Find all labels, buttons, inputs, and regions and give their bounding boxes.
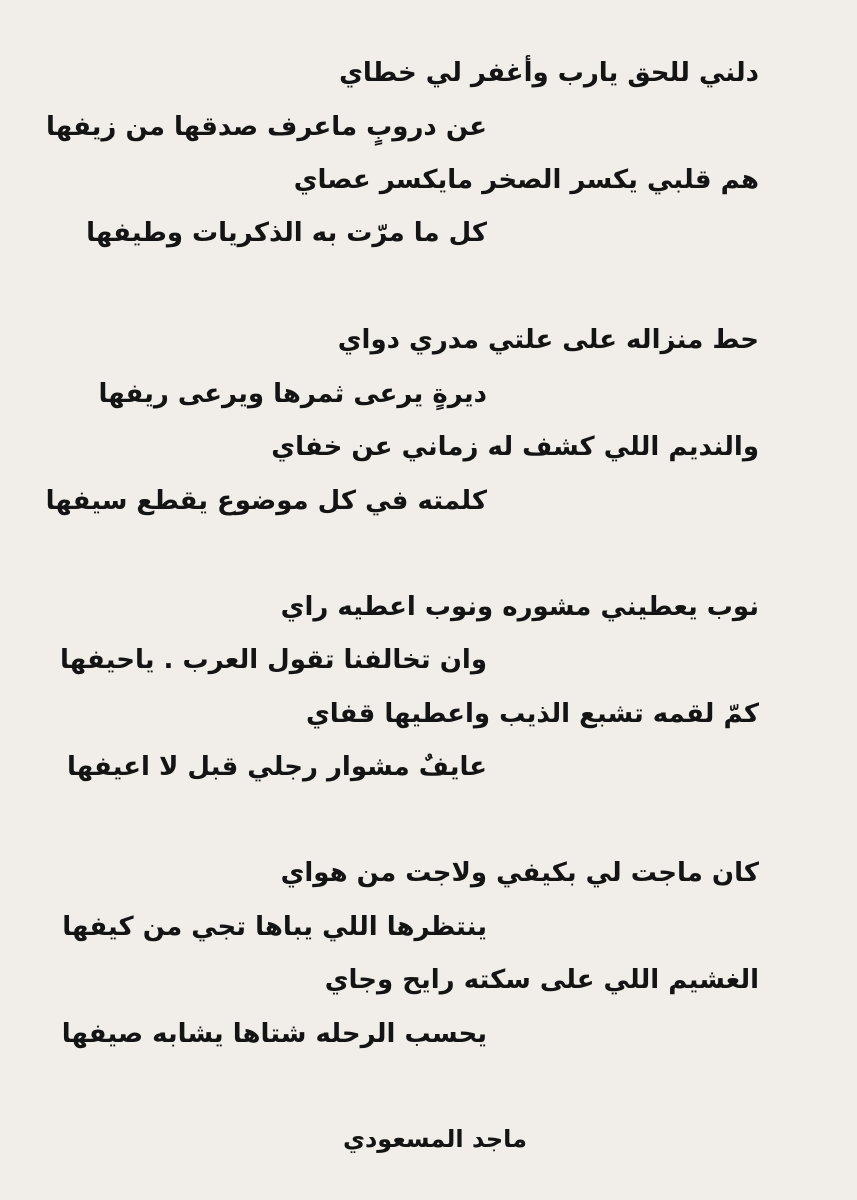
- stanza-1-line-1: دلني للحق يارب وأغفر لي خطاي: [339, 58, 759, 88]
- poem-author: ماجد المسعودي: [342, 1125, 527, 1153]
- stanza-4-line-3: الغشيم اللي على سكته رايح وجاي: [324, 965, 759, 995]
- stanza-4-line-1: كان ماجت لي بكيفي ولاجت من هواي: [280, 858, 759, 888]
- stanza-2-line-4: كلمته في كل موضوع يقطع سيفها: [45, 486, 487, 516]
- stanza-1-line-2: عن دروبٍ ماعرف صدقها من زيفها: [46, 112, 487, 142]
- stanza-3-line-2: وان تخالفنا تقول العرب . ياحيفها: [59, 645, 487, 675]
- stanza-3-line-3: كمّ لقمه تشبع الذيب واعطيها قفاي: [305, 699, 759, 729]
- stanza-1-line-3: هم قلبي يكسر الصخر مايكسر عصاي: [293, 165, 759, 195]
- stanza-3-line-1: نوب يعطيني مشوره ونوب اعطيه راي: [280, 592, 759, 622]
- stanza-2-line-2: ديرةٍ يرعى ثمرها ويرعى ريفها: [98, 379, 487, 409]
- stanza-2-line-1: حط منزاله على علتي مدري دواي: [337, 325, 759, 355]
- stanza-2-line-3: والنديم اللي كشف له زماني عن خفاي: [271, 432, 759, 462]
- stanza-3-line-4: عايفٌ مشوار رجلي قبل لا اعيفها: [67, 752, 487, 782]
- stanza-4-line-2: ينتظرها اللي يباها تجي من كيفها: [62, 912, 487, 942]
- stanza-4-line-4: يحسب الرحله شتاها يشابه صيفها: [61, 1019, 487, 1049]
- stanza-1-line-4: كل ما مرّت به الذكريات وطيفها: [86, 218, 487, 248]
